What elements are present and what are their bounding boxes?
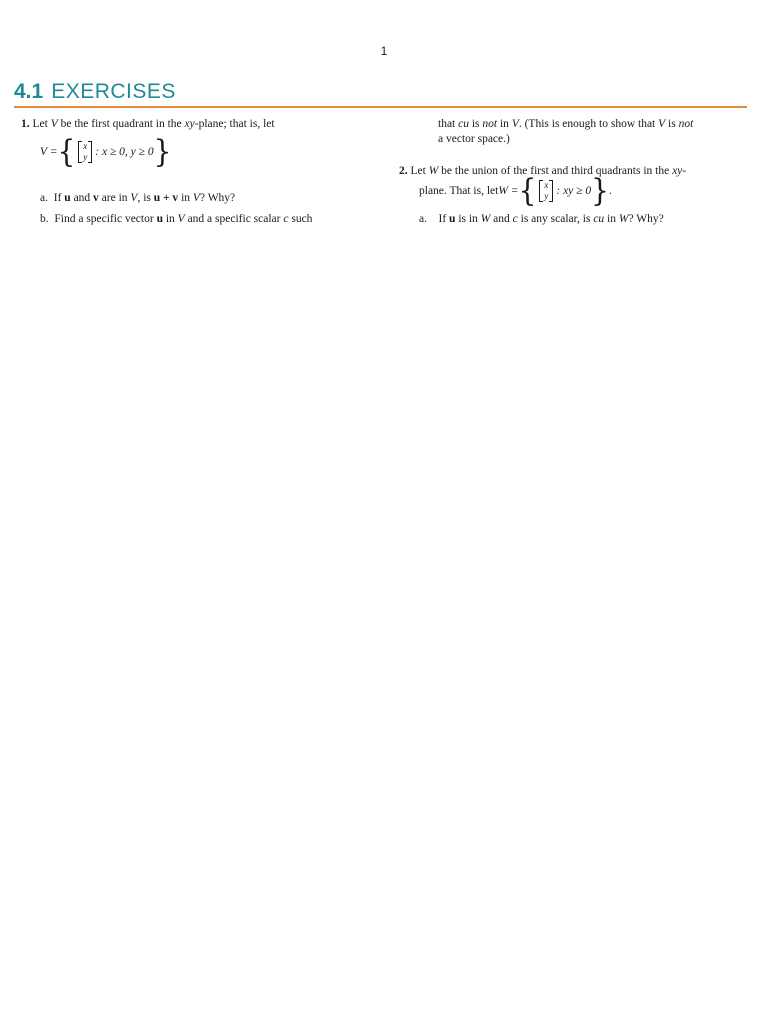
var: u + v: [153, 192, 179, 204]
set-lhs: W =: [498, 185, 519, 197]
set-lhs: V =: [40, 146, 58, 158]
var: V: [658, 118, 666, 130]
set-condition: : xy ≥ 0: [556, 185, 592, 197]
text: If: [53, 192, 65, 204]
section-number: 4.1: [14, 80, 44, 103]
text: . (This is enough to show that: [518, 118, 659, 130]
text: is: [665, 118, 679, 130]
emphasis: not: [482, 118, 498, 130]
var: V: [177, 213, 185, 225]
part-label: a.: [40, 192, 48, 204]
var: u: [449, 213, 456, 225]
vector-bottom: y: [83, 152, 88, 162]
var: c: [283, 213, 289, 225]
text: Find a specific vector: [54, 213, 157, 225]
exercise-1b-continued-line2: a vector space.): [438, 133, 510, 145]
set-condition: : x ≥ 0, y ≥ 0: [95, 146, 154, 158]
text: ? Why?: [199, 192, 236, 204]
text: in: [604, 213, 619, 225]
text: ? Why?: [628, 213, 664, 225]
text: .: [608, 185, 612, 197]
column-vector: [539, 180, 553, 202]
var: V: [130, 192, 138, 204]
text: in: [178, 192, 193, 204]
exercise-2-set-definition: [419, 172, 612, 209]
text: and: [490, 213, 513, 225]
text: be the first quadrant in the: [57, 118, 185, 130]
text: in: [497, 118, 512, 130]
exercise-1b: [40, 212, 312, 226]
var: xy: [672, 165, 683, 177]
vector-bottom: y: [544, 191, 549, 201]
text: Let: [32, 118, 51, 130]
exercise-2-number: 2.: [399, 165, 408, 177]
text: and a specific scalar: [184, 213, 284, 225]
text: is in: [455, 213, 481, 225]
exercise-1-set-definition: [40, 133, 172, 170]
text: If: [438, 213, 450, 225]
column-vector: [78, 141, 92, 163]
right-brace: }: [591, 172, 609, 209]
exercise-2-intro: [399, 164, 686, 178]
right-brace: }: [153, 133, 172, 170]
vector-top: x: [83, 141, 88, 151]
section-title: EXERCISES: [51, 80, 176, 103]
var: cu: [593, 213, 605, 225]
text: are in: [98, 192, 131, 204]
var: V: [192, 192, 200, 204]
exercise-1b-continued: [438, 117, 693, 131]
text: plane. That is, let: [419, 185, 499, 197]
var: v: [93, 192, 99, 204]
exercise-1-number: 1.: [21, 118, 30, 130]
vector-top: x: [544, 180, 549, 190]
exercise-1a: [40, 191, 235, 205]
var: V: [50, 118, 58, 130]
left-brace: {: [518, 172, 537, 209]
var: W: [618, 213, 629, 225]
exercise-1-intro: [21, 117, 275, 131]
text: and: [70, 192, 94, 204]
var: V: [511, 118, 519, 130]
section-heading: [14, 80, 747, 108]
text: is: [468, 118, 483, 130]
var: c: [512, 213, 518, 225]
var: u: [64, 192, 71, 204]
text: in: [162, 213, 178, 225]
exercise-2a: [419, 212, 664, 226]
text: be the union of the first and third quadrants in the: [438, 165, 673, 177]
page-number: 1: [380, 44, 388, 58]
text: such: [288, 213, 313, 225]
left-brace: {: [57, 133, 76, 170]
var: cu: [458, 118, 469, 130]
text: that: [438, 118, 459, 130]
text: -: [682, 165, 687, 177]
part-label: a.: [419, 213, 427, 225]
text: , is: [137, 192, 154, 204]
var: W: [480, 213, 491, 225]
part-label: b.: [40, 213, 49, 225]
text: Let: [410, 165, 429, 177]
text: -plane; that is, let: [194, 118, 275, 130]
emphasis: not: [678, 118, 694, 130]
var: W: [428, 165, 439, 177]
var: xy: [184, 118, 195, 130]
text: is any scalar, is: [517, 213, 594, 225]
var: u: [156, 213, 163, 225]
